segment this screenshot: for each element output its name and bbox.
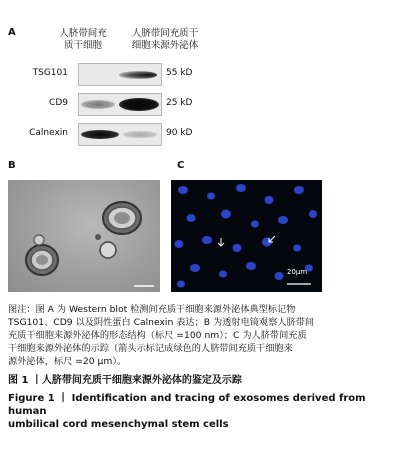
column-header-line: 人脐带间充 (59, 28, 107, 39)
small-vesicle (34, 235, 44, 245)
blot-label-cd9: CD9 (49, 98, 68, 108)
figure-caption (8, 303, 394, 368)
blot-band (81, 130, 119, 139)
kd-label-cd9: 25 kD (166, 98, 193, 108)
small-vesicle (95, 234, 101, 240)
exosome-vesicle (26, 245, 58, 275)
blot-band (81, 100, 115, 109)
blot-band (119, 98, 159, 111)
figure-title-chinese: 图 1 丨人脐带间充质干细胞来源外泌体的鉴定及示踪 (8, 375, 242, 386)
column-header-exosomes (120, 28, 210, 52)
blot-label-tsg101: TSG101 (32, 68, 68, 78)
caption-line: 充质干细胞来源外泌体的形态结构（标尺 =100 nm）；C 为人脐带间充质 (8, 330, 307, 341)
tem-micrograph-drawing (8, 180, 160, 292)
arrow-icon (218, 238, 224, 246)
panel-b-label: B (8, 160, 16, 171)
blot-band (123, 131, 157, 138)
figure-title-english (8, 392, 394, 431)
kd-label-tsg101: 55 kD (166, 68, 193, 78)
blot-band (119, 71, 157, 79)
column-header-line: 细胞来源外泌体 (131, 40, 199, 51)
blot-calnexin (78, 123, 162, 146)
figure-title-line: umbilical cord mesenchymal stem cells (8, 419, 229, 430)
blot-tsg101 (78, 63, 162, 86)
panel-c-label: C (177, 160, 185, 171)
kd-label-calnexin: 90 kD (166, 128, 193, 138)
tem-micrograph (8, 180, 160, 292)
fluorescence-image (171, 180, 322, 292)
column-header-line: 质干细胞 (63, 40, 102, 51)
caption-line: 干细胞来源外泌体的示踪（箭头示标记成绿色的人脐带间充质干细胞来 (8, 343, 293, 354)
panel-a-label: A (8, 27, 16, 38)
caption-line: 源外泌体，标尺 =20 μm）。 (8, 356, 127, 367)
blot-cd9 (78, 93, 162, 116)
figure-title-line: Figure 1 丨 Identification and tracing of exosomes derived from human (8, 393, 366, 417)
scale-bar-label: 20μm (287, 268, 308, 276)
caption-line: TSG101、CD9 以及阴性蛋白 Calnexin 表达；B 为透射电镜观察人脐带间 (8, 317, 315, 328)
small-vesicle (100, 242, 116, 258)
exosome-vesicle (103, 202, 141, 234)
blot-label-calnexin: Calnexin (29, 128, 68, 138)
caption-line: 图注：图 A 为 Western blot 检测间充质干细胞来源外泌体典型标记物 (8, 304, 296, 315)
column-header-line: 人脐带间充质干 (131, 28, 199, 39)
column-header-stem-cells (48, 28, 118, 52)
